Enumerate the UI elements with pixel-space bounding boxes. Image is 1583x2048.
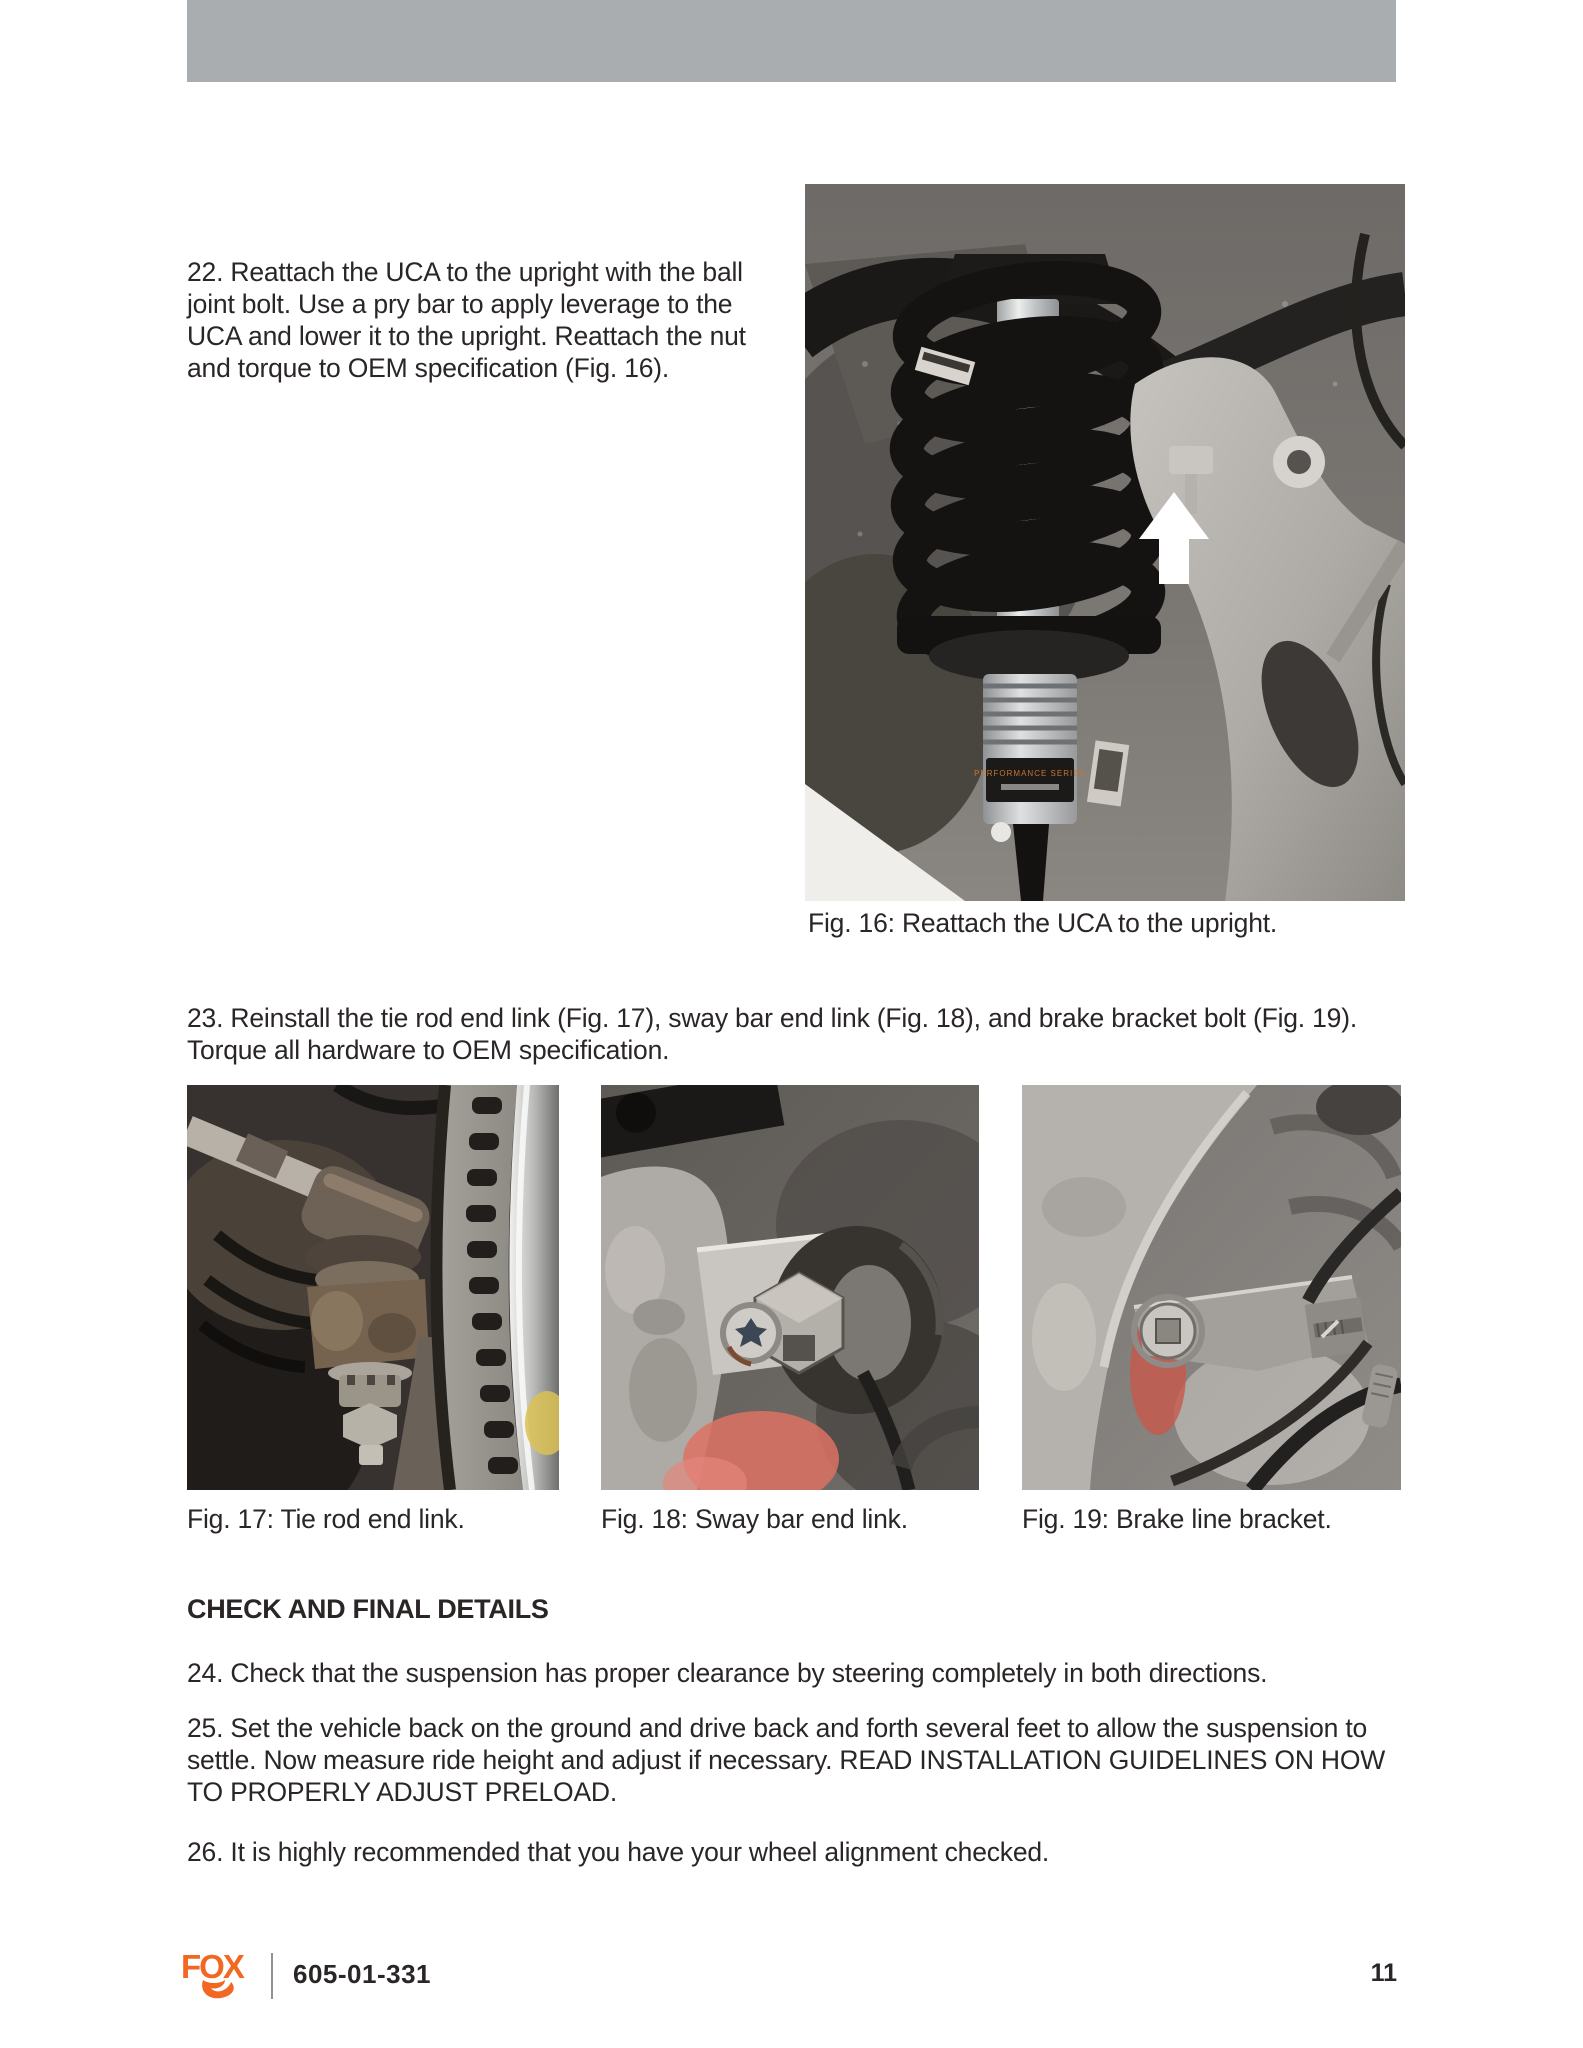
figure-17-caption: Fig. 17: Tie rod end link. (187, 1504, 465, 1534)
header-bar (187, 0, 1396, 82)
step-26-text: 26. It is highly recommended that you have your wheel alignment checked. (187, 1837, 1050, 1867)
section-heading: CHECK AND FINAL DETAILS (187, 1594, 549, 1624)
figure-16-photo (805, 184, 1405, 901)
step-24-text: 24. Check that the suspension has proper clearance by steering completely in both directions. (187, 1658, 1268, 1688)
tie-rod-band (242, 1147, 282, 1165)
figure-16-caption: Fig. 16: Reattach the UCA to the upright. (808, 908, 1278, 938)
nut-notch (347, 1375, 355, 1385)
fox-logo-text: FOX (181, 1948, 243, 1985)
arm-boss (633, 1299, 685, 1335)
step-25-text: 25. Set the vehicle back on the ground and drive back and forth several feet to allow the suspension to settle. Now measure ride height and adjust if necessary. READ INSTALLATION GUIDELINES ON HOW TO PROPERLY ADJUST PRELOAD. (187, 1713, 1386, 1807)
fox-logo (181, 1948, 255, 2004)
ball-joint-nut (1169, 446, 1213, 474)
ball-joint-stud (1185, 474, 1197, 514)
bolt-tip (359, 1445, 383, 1465)
nut-notch (367, 1375, 375, 1385)
arm-mottle-1 (1042, 1177, 1126, 1237)
figure-19-photo (1022, 1085, 1401, 1490)
bolt-boss-center (1287, 450, 1311, 474)
figure-19-caption: Fig. 19: Brake line bracket. (1022, 1504, 1332, 1534)
part-number: 605-01-331 (293, 1959, 431, 1989)
arm-shade (629, 1338, 697, 1442)
step-23-text: 23. Reinstall the tie rod end link (Fig. 17), sway bar end link (Fig. 18), and brake bracket bolt (Fig. 19). Torque all hardware to OEM specification. (187, 1003, 1357, 1065)
shock-label-text: PERFORMANCE SERIES (974, 769, 1086, 778)
rust-patch (311, 1291, 363, 1351)
bolt-square-drive (1156, 1319, 1180, 1343)
body-port (991, 822, 1011, 842)
nut-notch (387, 1375, 395, 1385)
shock-label (986, 758, 1074, 802)
shock-label-line (1001, 784, 1059, 790)
rust-shadow (368, 1313, 416, 1353)
arm-mottle-2 (1032, 1283, 1096, 1391)
figure-18-photo (601, 1085, 979, 1490)
step-22-text: 22. Reattach the UCA to the upright with the ball joint bolt. Use a pry bar to apply leverage to the UCA and lower it to the upright. Reattach the nut and torque to OEM specification (Fig. 16). (187, 257, 746, 383)
footer-divider (271, 1953, 273, 1999)
figure-17-photo (187, 1085, 559, 1490)
figure-18-caption: Fig. 18: Sway bar end link. (601, 1504, 908, 1534)
page-number: 11 (1370, 1959, 1397, 1987)
nut-recess (783, 1335, 815, 1361)
